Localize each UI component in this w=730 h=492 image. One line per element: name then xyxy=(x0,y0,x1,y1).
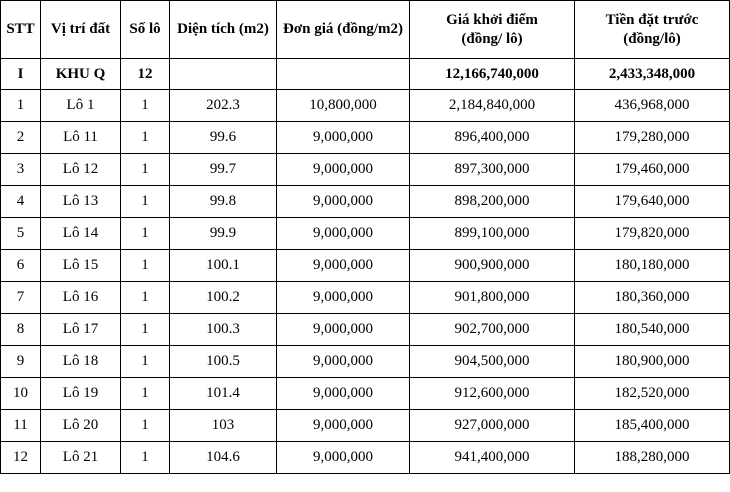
cell-unit-price: 9,000,000 xyxy=(277,122,410,154)
table-row xyxy=(1,346,730,378)
table-row xyxy=(1,442,730,474)
cell-location: Lô 11 xyxy=(41,122,121,154)
table-row xyxy=(1,250,730,282)
cell-deposit: 179,280,000 xyxy=(575,122,730,154)
summary-location: KHU Q xyxy=(41,59,121,90)
cell-location: Lô 14 xyxy=(41,218,121,250)
summary-deposit: 2,433,348,000 xyxy=(575,59,730,90)
cell-area: 99.8 xyxy=(170,186,277,218)
header-starting-price: Giá khởi điểm (đồng/ lô) xyxy=(410,1,575,59)
cell-area: 100.5 xyxy=(170,346,277,378)
cell-unit-price: 9,000,000 xyxy=(277,346,410,378)
cell-stt: 5 xyxy=(1,218,41,250)
table-row xyxy=(1,218,730,250)
cell-location: Lô 13 xyxy=(41,186,121,218)
cell-location: Lô 18 xyxy=(41,346,121,378)
cell-lot-count: 1 xyxy=(121,346,170,378)
cell-area: 103 xyxy=(170,410,277,442)
summary-row xyxy=(1,59,730,90)
cell-stt: 9 xyxy=(1,346,41,378)
cell-deposit: 179,820,000 xyxy=(575,218,730,250)
cell-starting-price: 927,000,000 xyxy=(410,410,575,442)
cell-lot-count: 1 xyxy=(121,90,170,122)
table-row xyxy=(1,154,730,186)
summary-stt: I xyxy=(1,59,41,90)
cell-stt: 12 xyxy=(1,442,41,474)
cell-area: 99.6 xyxy=(170,122,277,154)
cell-unit-price: 9,000,000 xyxy=(277,282,410,314)
cell-starting-price: 901,800,000 xyxy=(410,282,575,314)
cell-unit-price: 9,000,000 xyxy=(277,154,410,186)
cell-unit-price: 9,000,000 xyxy=(277,442,410,474)
cell-location: Lô 19 xyxy=(41,378,121,410)
cell-deposit: 180,900,000 xyxy=(575,346,730,378)
header-deposit: Tiền đặt trước (đồng/lô) xyxy=(575,1,730,59)
summary-unit-price xyxy=(277,59,410,90)
cell-unit-price: 9,000,000 xyxy=(277,218,410,250)
cell-lot-count: 1 xyxy=(121,122,170,154)
cell-deposit: 179,640,000 xyxy=(575,186,730,218)
header-unit-price: Đơn giá (đồng/m2) xyxy=(277,1,410,59)
cell-starting-price: 896,400,000 xyxy=(410,122,575,154)
cell-area: 104.6 xyxy=(170,442,277,474)
cell-deposit: 436,968,000 xyxy=(575,90,730,122)
table-row xyxy=(1,122,730,154)
cell-starting-price: 902,700,000 xyxy=(410,314,575,346)
cell-deposit: 185,400,000 xyxy=(575,410,730,442)
table-row xyxy=(1,410,730,442)
cell-starting-price: 897,300,000 xyxy=(410,154,575,186)
cell-area: 100.3 xyxy=(170,314,277,346)
cell-stt: 4 xyxy=(1,186,41,218)
cell-lot-count: 1 xyxy=(121,186,170,218)
cell-location: Lô 16 xyxy=(41,282,121,314)
cell-area: 100.1 xyxy=(170,250,277,282)
cell-lot-count: 1 xyxy=(121,282,170,314)
header-lot-count: Số lô xyxy=(121,1,170,59)
cell-unit-price: 10,800,000 xyxy=(277,90,410,122)
cell-area: 202.3 xyxy=(170,90,277,122)
summary-lot-count: 12 xyxy=(121,59,170,90)
header-row xyxy=(1,1,730,59)
cell-lot-count: 1 xyxy=(121,250,170,282)
cell-unit-price: 9,000,000 xyxy=(277,186,410,218)
cell-stt: 1 xyxy=(1,90,41,122)
cell-location: Lô 21 xyxy=(41,442,121,474)
cell-lot-count: 1 xyxy=(121,154,170,186)
cell-deposit: 180,540,000 xyxy=(575,314,730,346)
cell-lot-count: 1 xyxy=(121,378,170,410)
cell-stt: 6 xyxy=(1,250,41,282)
cell-stt: 11 xyxy=(1,410,41,442)
cell-stt: 3 xyxy=(1,154,41,186)
cell-area: 99.9 xyxy=(170,218,277,250)
summary-starting-price: 12,166,740,000 xyxy=(410,59,575,90)
cell-location: Lô 20 xyxy=(41,410,121,442)
cell-starting-price: 900,900,000 xyxy=(410,250,575,282)
cell-stt: 8 xyxy=(1,314,41,346)
cell-location: Lô 12 xyxy=(41,154,121,186)
table-row xyxy=(1,378,730,410)
header-stt: STT xyxy=(1,1,41,59)
table-row xyxy=(1,186,730,218)
header-location: Vị trí đất xyxy=(41,1,121,59)
cell-deposit: 182,520,000 xyxy=(575,378,730,410)
table-row xyxy=(1,282,730,314)
cell-starting-price: 898,200,000 xyxy=(410,186,575,218)
cell-area: 101.4 xyxy=(170,378,277,410)
summary-area xyxy=(170,59,277,90)
cell-stt: 7 xyxy=(1,282,41,314)
cell-starting-price: 2,184,840,000 xyxy=(410,90,575,122)
cell-starting-price: 904,500,000 xyxy=(410,346,575,378)
cell-deposit: 180,180,000 xyxy=(575,250,730,282)
cell-deposit: 180,360,000 xyxy=(575,282,730,314)
cell-unit-price: 9,000,000 xyxy=(277,378,410,410)
cell-lot-count: 1 xyxy=(121,218,170,250)
cell-lot-count: 1 xyxy=(121,442,170,474)
cell-unit-price: 9,000,000 xyxy=(277,314,410,346)
cell-unit-price: 9,000,000 xyxy=(277,250,410,282)
cell-stt: 2 xyxy=(1,122,41,154)
cell-area: 99.7 xyxy=(170,154,277,186)
table-body xyxy=(1,90,730,474)
cell-starting-price: 912,600,000 xyxy=(410,378,575,410)
table-row xyxy=(1,90,730,122)
cell-starting-price: 941,400,000 xyxy=(410,442,575,474)
cell-deposit: 188,280,000 xyxy=(575,442,730,474)
header-area: Diện tích (m2) xyxy=(170,1,277,59)
cell-location: Lô 15 xyxy=(41,250,121,282)
table-row xyxy=(1,314,730,346)
cell-location: Lô 17 xyxy=(41,314,121,346)
cell-stt: 10 xyxy=(1,378,41,410)
cell-location: Lô 1 xyxy=(41,90,121,122)
cell-area: 100.2 xyxy=(170,282,277,314)
cell-lot-count: 1 xyxy=(121,314,170,346)
cell-unit-price: 9,000,000 xyxy=(277,410,410,442)
cell-lot-count: 1 xyxy=(121,410,170,442)
cell-deposit: 179,460,000 xyxy=(575,154,730,186)
cell-starting-price: 899,100,000 xyxy=(410,218,575,250)
